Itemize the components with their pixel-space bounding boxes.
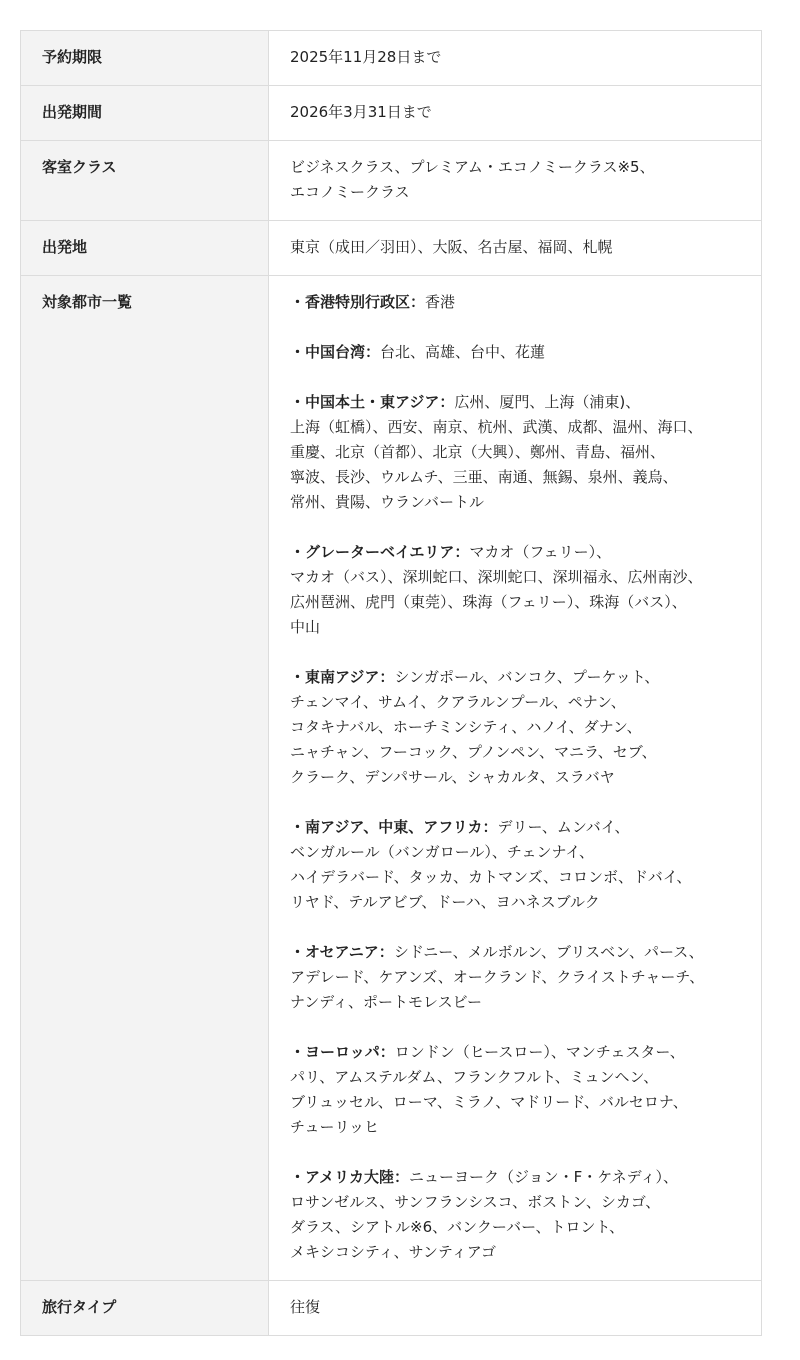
city-list: デリー、ムンバイ、 [497,818,630,836]
region-name: ・オセアニア： [290,943,394,961]
destination-group [290,390,751,515]
destination-line: 寧波、長沙、ウルムチ、三亜、南通、無錫、泉州、義烏、 [290,468,678,486]
destination-line [290,815,751,840]
destination-line: 中山 [290,618,321,636]
city-list: 台北、高雄、台中、花蓮 [380,343,546,361]
destination-line: アデレード、ケアンズ、オークランド、クライストチャーチ、 [290,968,705,986]
row-value: 東京（成田／羽田）、大阪、名古屋、福岡、札幌 [269,221,762,276]
destination-line: ナンディ、ポートモレスビー [290,993,483,1011]
row-label: 予約期限 [21,31,269,86]
fare-conditions-table [20,30,762,1336]
table-row-destinations [21,276,762,1281]
value-line: ビジネスクラス、プレミアム・エコノミークラス※5、 [290,158,655,176]
fare-conditions [20,30,762,1336]
destination-line: 上海（虹橋）、西安、南京、杭州、武漢、成都、温州、海口、 [290,418,703,436]
destination-line [290,940,751,965]
city-list: ロンドン（ヒースロー）、マンチェスター、 [394,1043,685,1061]
city-list: シドニー、メルボルン、ブリスベン、パース、 [393,943,704,961]
value-line: エコノミークラス [290,183,410,201]
region-name: ・南アジア、中東、アフリカ： [290,818,498,836]
destination-line [290,540,751,565]
region-name: ・ヨーロッパ： [290,1043,395,1061]
destination-line: ベンガルール（バンガロール）、チェンナイ、 [290,843,595,861]
table-row-booking-deadline [21,31,762,86]
table-row-departure-cities [21,221,762,276]
destination-line: マカオ（バス）、深圳蛇口、深圳蛇口、深圳福永、広州南沙、 [290,568,703,586]
row-value: 2026年3月31日まで [269,86,762,141]
row-label: 客室クラス [21,141,269,221]
destination-line: リヤド、テルアビブ、ドーハ、ヨハネスブルク [290,893,600,911]
destination-line: 広州琶洲、虎門（東莞）、珠海（フェリー）、珠海（バス）、 [290,593,687,611]
city-list: シンガポール、バンコク、プーケット、 [394,668,660,686]
destination-line: 重慶、北京（首都）、北京（大興）、鄭州、青島、福州、 [290,443,666,461]
destination-line: 常州、貴陽、ウランバートル [290,493,484,511]
city-list: マカオ（フェリー）、 [469,543,612,561]
row-label: 旅行タイプ [21,1281,269,1336]
destination-list [269,276,762,1281]
destination-line: クラーク、デンパサール、シャカルタ、スラバヤ [290,768,615,786]
region-name: ・アメリカ大陸： [290,1168,409,1186]
destination-line: ブリュッセル、ローマ、ミラノ、マドリード、バルセロナ、 [290,1093,688,1111]
destination-group [290,540,751,640]
row-value [269,141,762,221]
destination-line [290,390,751,415]
destination-line [290,340,751,365]
destination-group [290,665,751,790]
region-name: ・中国台湾： [290,343,381,361]
region-name: ・中国本土・東アジア： [290,393,455,411]
region-name: ・東南アジア： [290,668,395,686]
destination-group [290,815,751,915]
row-label: 出発期間 [21,86,269,141]
destination-line [290,1040,751,1065]
destination-line [290,665,751,690]
destination-line: チューリッヒ [290,1118,379,1136]
destination-line: ロサンゼルス、サンフランシスコ、ボストン、シカゴ、 [290,1193,661,1211]
destination-line: ハイデラバード、タッカ、カトマンズ、コロンボ、ドバイ、 [290,868,692,886]
table-row-cabin-class [21,141,762,221]
destination-line: コタキナバル、ホーチミンシティ、ハノイ、ダナン、 [290,718,642,736]
region-name: ・グレーターベイエリア： [290,543,470,561]
destination-line [290,1165,751,1190]
row-value: 往復 [269,1281,762,1336]
row-value: 2025年11月28日まで [269,31,762,86]
destination-line: ニャチャン、フーコック、プノンペン、マニラ、セブ、 [290,743,657,761]
destination-line: ダラス、シアトル※6、バンクーバー、トロント、 [290,1218,625,1236]
destination-group [290,940,751,1015]
region-name: ・香港特別行政区： [290,293,426,311]
destination-line: パリ、アムステルダム、フランクフルト、ミュンヘン、 [290,1068,659,1086]
destination-line: チェンマイ、サムイ、クアラルンプール、ペナン、 [290,693,626,711]
city-list: 香港 [425,293,456,311]
destination-line [290,290,751,315]
destination-group [290,290,751,315]
destination-line: メキシコシティ、サンティアゴ [290,1243,496,1261]
city-list: ニューヨーク（ジョン・F・ケネディ）、 [408,1168,678,1186]
destination-group [290,1165,751,1265]
row-label: 出発地 [21,221,269,276]
destination-group [290,340,751,365]
city-list: 広州、厦門、上海（浦東)、 [454,393,641,411]
table-row-trip-type [21,1281,762,1336]
row-label: 対象都市一覧 [21,276,269,1281]
table-row-departure-period [21,86,762,141]
destination-group [290,1040,751,1140]
